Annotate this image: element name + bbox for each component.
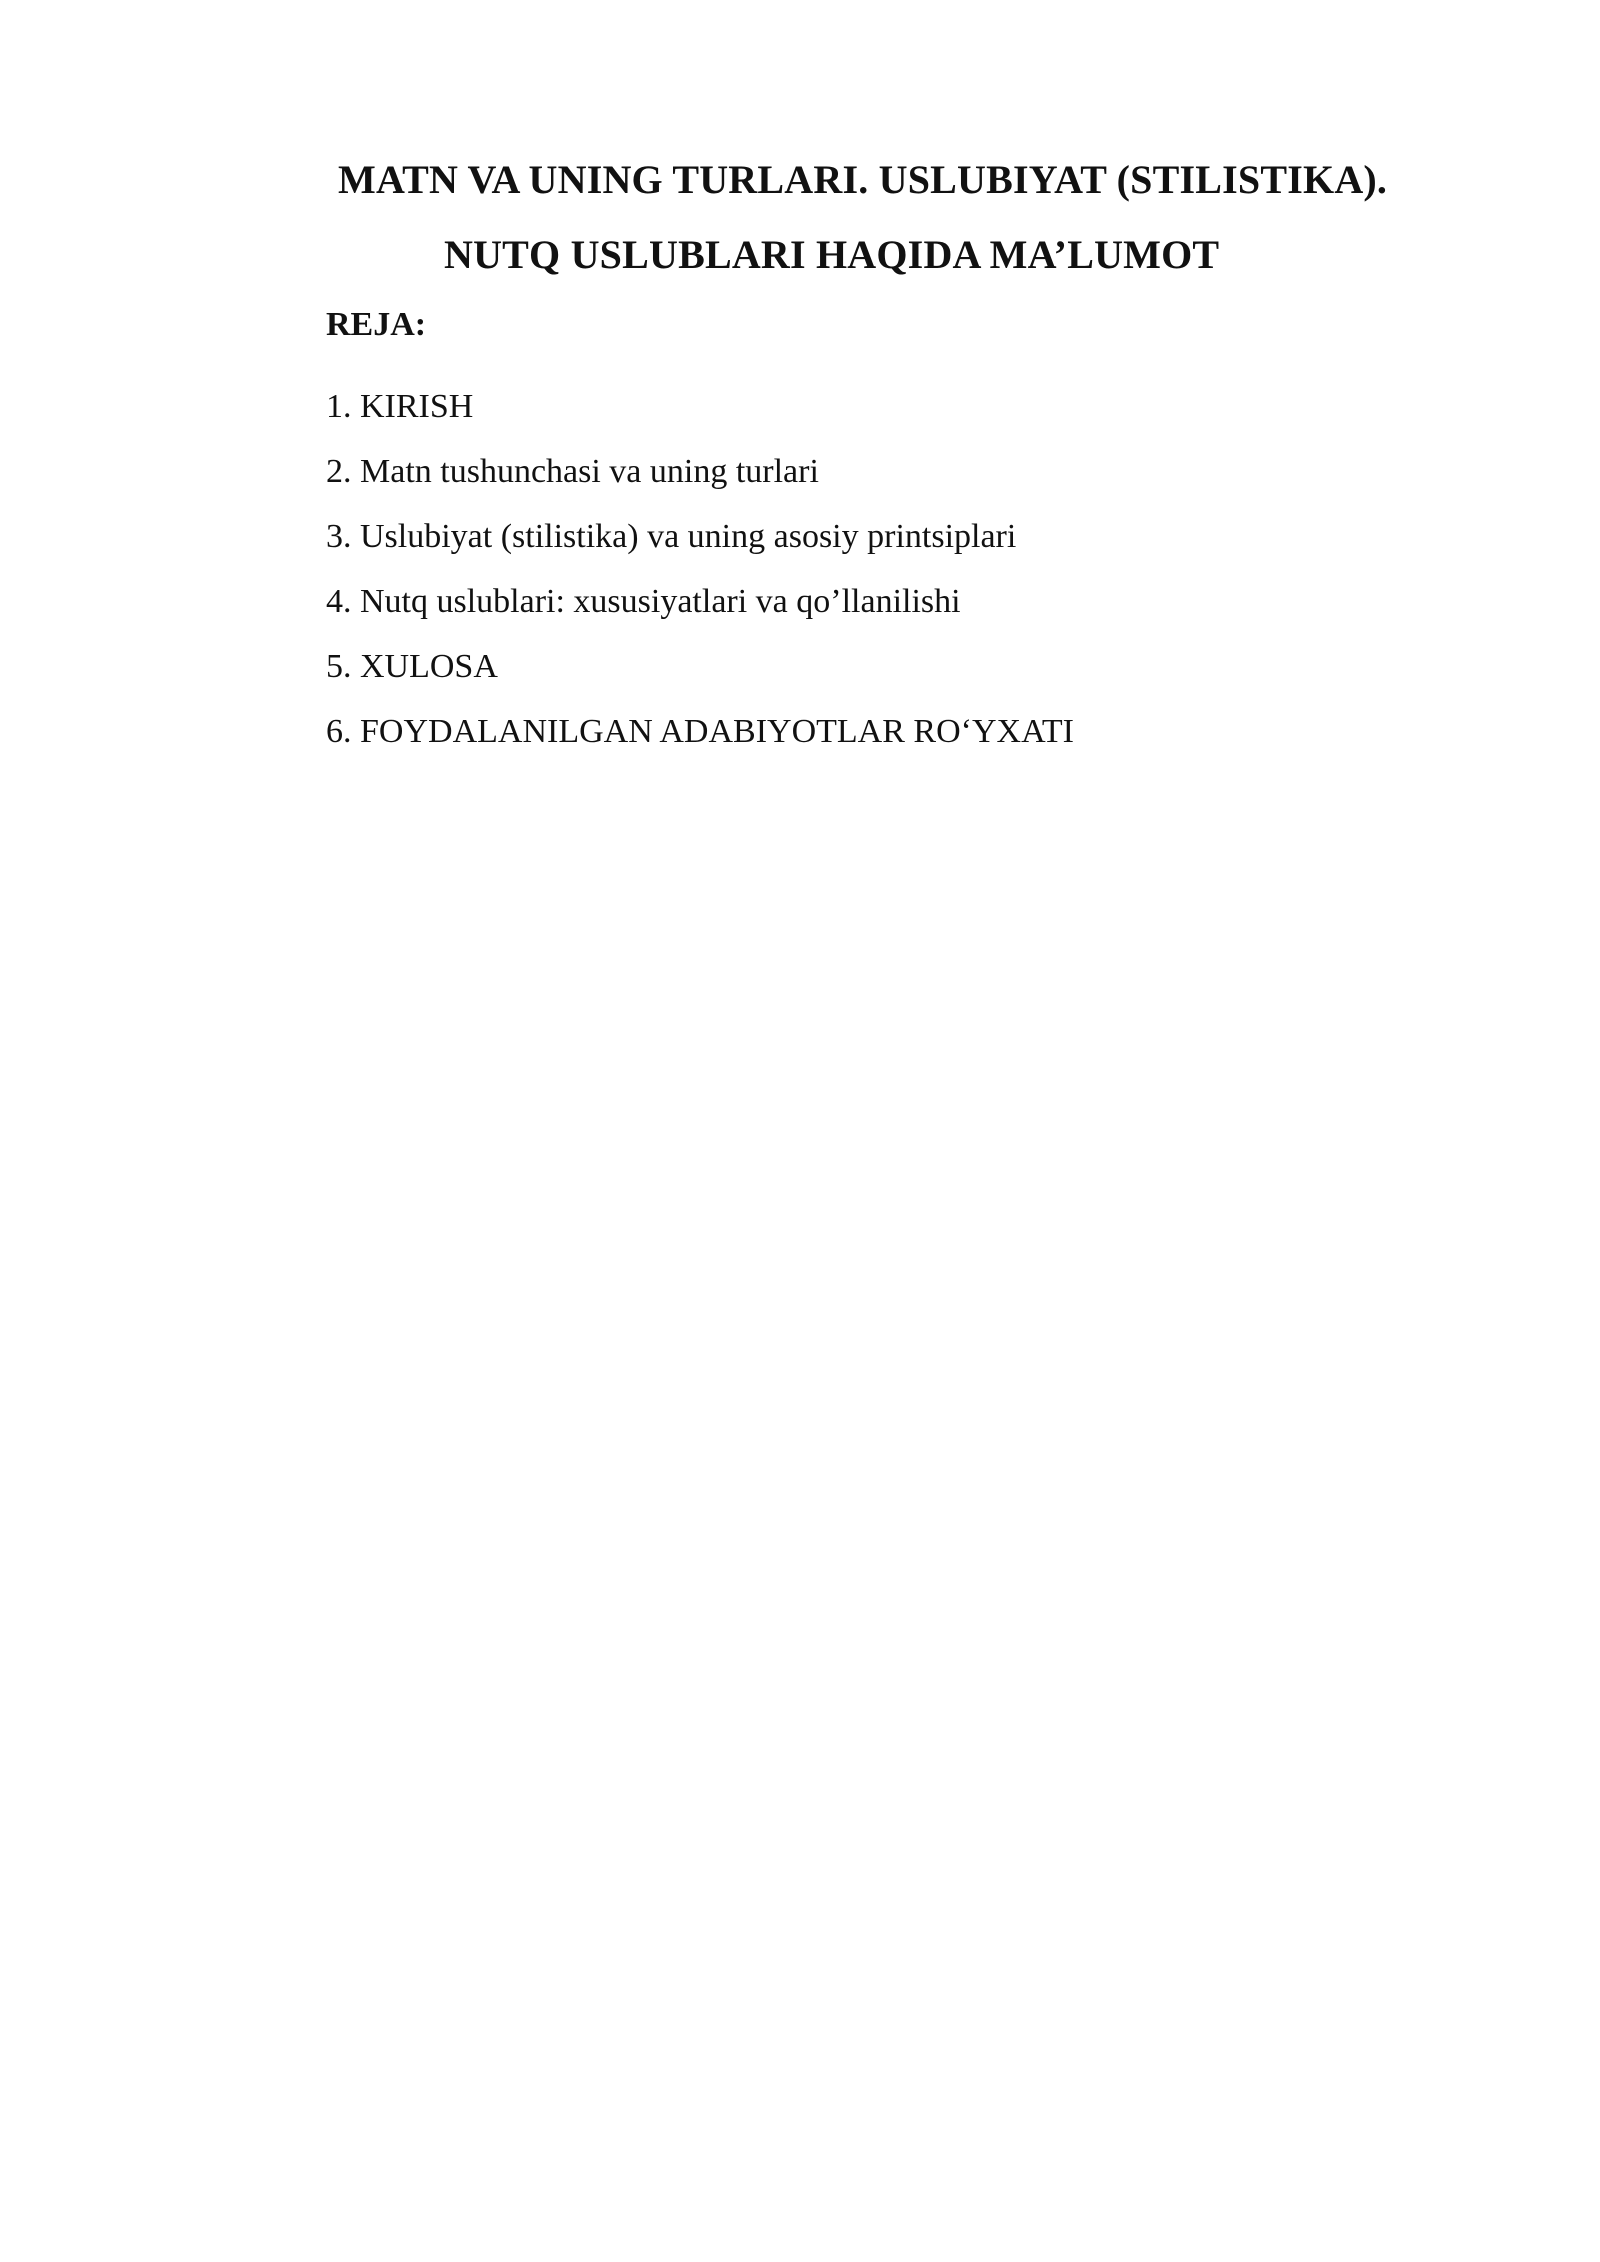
plan-list bbox=[326, 374, 1074, 764]
plan-item-kirish: 1. KIRISH bbox=[326, 388, 474, 425]
plan-heading: REJA: bbox=[326, 306, 427, 343]
plan-item-uslubiyat: 3. Uslubiyat (stilistika) va uning asosiy printsiplari bbox=[326, 518, 1017, 555]
document-title-line-1: MATN VA UNING TURLARI. USLUBIYAT (STILISTIKA). bbox=[338, 157, 1388, 202]
plan-item-nutq-uslublari: 4. Nutq uslublari: xususiyatlari va qo’llanilishi bbox=[326, 583, 961, 620]
plan-item-xulosa: 5. XULOSA bbox=[326, 648, 498, 685]
document-title-line-2: NUTQ USLUBLARI HAQIDA MA’LUMOT bbox=[444, 232, 1220, 277]
plan-item-matn-tushunchasi: 2. Matn tushunchasi va uning turlari bbox=[326, 453, 819, 490]
plan-item-adabiyotlar: 6. FOYDALANILGAN ADABIYOTLAR RO‘YXATI bbox=[326, 713, 1074, 750]
